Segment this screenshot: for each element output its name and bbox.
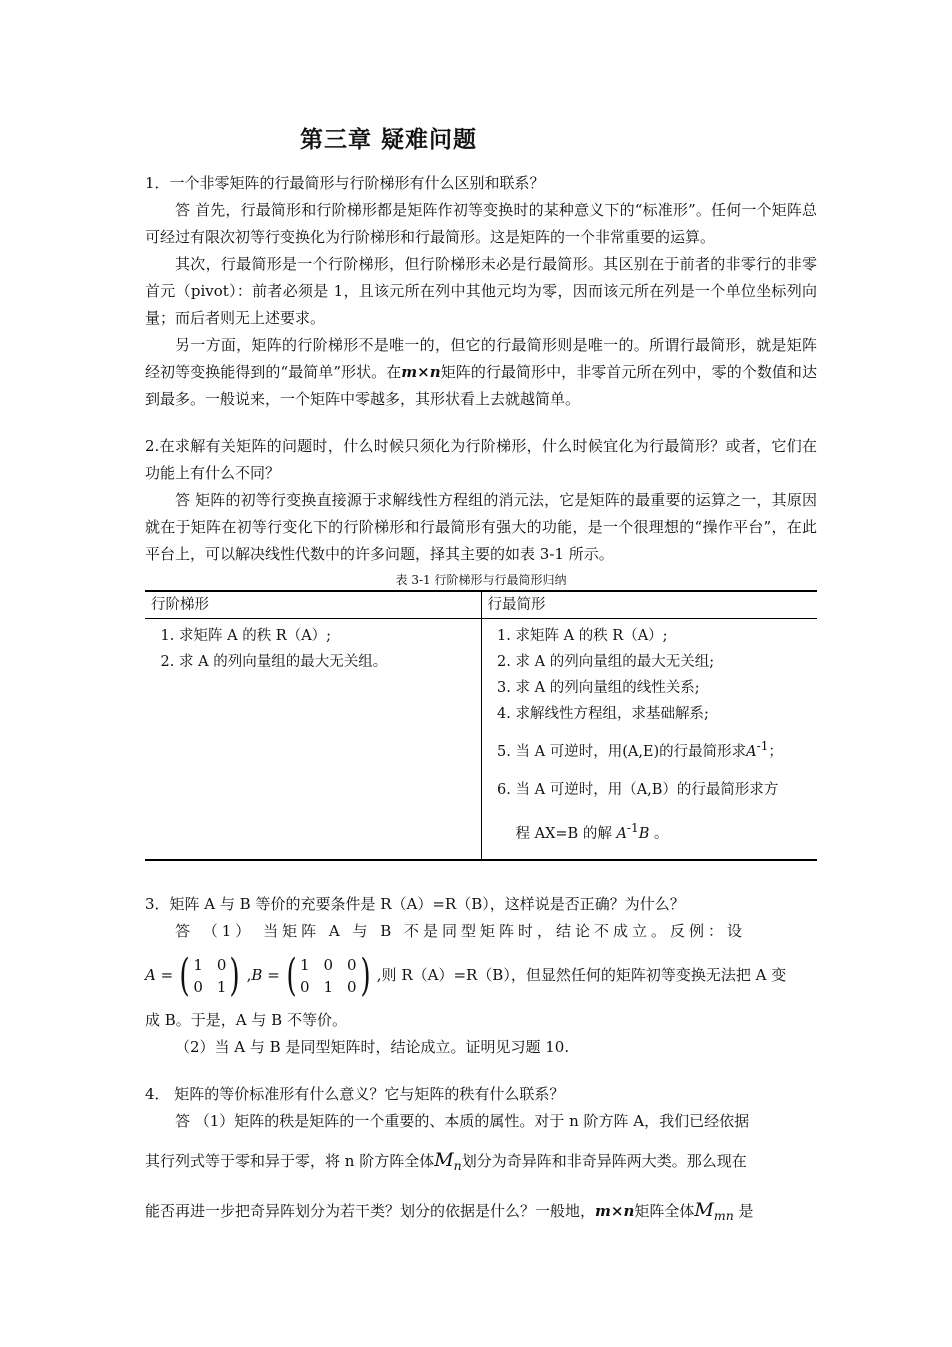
answer-4-paragraph-1: 答 （1）矩阵的秩是矩阵的一个重要的、本质的属性。对于 n 阶方阵 A，我们已经依据 [175, 1111, 750, 1130]
comma: , [376, 966, 382, 985]
matrix-B-label: B [251, 966, 263, 985]
matrix-A [176, 949, 243, 1001]
math-sub: mn [713, 1207, 734, 1223]
text: 矩阵的行最简形中，非零首元所在列中，零的个数值和达到最多。一般说来，一个矩阵中零越多，其形状看上去就越简单。 [145, 363, 817, 408]
document-page [145, 120, 817, 1229]
answer-1-paragraph-2: 其次，行最简形是一个行阶梯形，但行阶梯形未必是行最简形。其区别在于前者的非零行的非零首元（pivot）：前者必须是 1，且该元所在列中其他元均为零，因而该元所在列是一个单位坐标列向量；而后者则无上述要求。 [145, 255, 817, 327]
answer-1-paragraph-1: 答 首先，行最简形和行阶梯形都是矩阵作初等变换时的某种意义下的“标准形”。任何一个矩阵总可经过有限次初等行变换化为行阶梯形和行最简形。这是矩阵的一个非常重要的运算。 [145, 201, 817, 246]
answer-3-paragraph-2: 成 B。于是，A 与 B 不等价。 [145, 1010, 347, 1029]
answer-4-paragraph-2 [145, 1147, 817, 1179]
equals: = [155, 966, 174, 985]
text: 矩阵全体 [634, 1201, 695, 1220]
table-cell-left [145, 619, 481, 860]
matrix-A-grid [193, 954, 226, 998]
answer-4-paragraph-3 [145, 1197, 817, 1229]
matrix-example [145, 945, 817, 1007]
matrix-cell: 1 [193, 955, 203, 974]
math-B: B [638, 825, 650, 842]
left-list [151, 623, 475, 675]
table-caption: 表 3-1 行阶梯形与行最简形归纳 [395, 573, 567, 587]
math-M: M [434, 1148, 454, 1171]
text: 另一方面，矩阵的行阶梯形不是唯一的，但它的行最简形则是唯一的。所谓行最简形，就是矩阵经初等变换能得到的“最简单”形状。在 [145, 336, 817, 381]
matrix-cell: 0 [347, 955, 357, 974]
matrix-cell: 1 [323, 977, 334, 996]
text: 当 A 可逆时，用（A,B）的行最简形求方 [515, 781, 779, 798]
right-list [488, 623, 812, 853]
matrix-cell: 0 [347, 977, 357, 996]
list-item [516, 771, 812, 853]
question-4: 4． 矩阵的等价标准形有什么意义？它与矩阵的秩有什么联系？ [145, 1084, 565, 1103]
table-header-right: 行最简形 [481, 591, 817, 619]
text: 划分为奇异阵和非奇异阵两大类。那么现在 [461, 1151, 747, 1170]
math-sub: n [453, 1157, 462, 1173]
math-M: M [694, 1198, 714, 1221]
text: 。 [653, 825, 669, 842]
list-item: 2. 求 A 的列向量组的最大无关组; [516, 649, 812, 675]
answer-3-paragraph-1: 答 （1） 当矩阵 A 与 B 不是同型矩阵时，结论不成立。反例：设 [175, 921, 747, 940]
question-1: 1．一个非零矩阵的行最简形与行阶梯形有什么区别和联系？ [145, 174, 545, 192]
matrix-cell: 0 [323, 955, 334, 974]
text: 当 A 可逆时，用(A,E)的行最简形求 [515, 743, 747, 760]
table-header-left: 行阶梯形 [145, 591, 481, 619]
text: 程 AX=B 的解 [515, 825, 612, 842]
list-item: 2. 求 A 的列向量组的最大无关组。 [179, 649, 475, 675]
matrix-A-label: A [145, 966, 156, 985]
text: ； [768, 743, 783, 760]
matrix-B-grid [300, 954, 357, 998]
question-2: 2.在求解有关矩阵的问题时，什么时候只须化为行阶梯形，什么时候宜化为行最简形？或者，它们在功能上有什么不同？ [145, 437, 817, 482]
math-sup: -1 [626, 820, 639, 835]
list-item [516, 727, 812, 771]
right-paren: ) [229, 949, 241, 1001]
matrix-cell: 1 [216, 977, 227, 996]
table-cell-right [481, 619, 817, 860]
matrix-cell: 0 [299, 977, 310, 996]
question-3: 3．矩阵 A 与 B 等价的充要条件是 R（A）=R（B），这样说是否正确？为什么？ [145, 894, 685, 913]
list-item: 3. 求 A 的列向量组的线性关系; [516, 675, 812, 701]
matrix-cell: 1 [299, 955, 310, 974]
comma: , [246, 966, 252, 985]
text: 能否再进一步把奇异阵划分为若干类？划分的依据是什么？一般地， [145, 1201, 596, 1220]
matrix-cell: 0 [216, 955, 227, 974]
summary-table [145, 590, 817, 861]
chapter-title: 第三章 疑难问题 [300, 127, 478, 153]
answer-1-paragraph-3 [145, 332, 817, 413]
left-paren: ( [286, 949, 297, 1001]
right-paren: ) [360, 949, 371, 1001]
matrix-B [283, 949, 374, 1001]
left-paren: ( [179, 949, 190, 1001]
list-item: 1. 求矩阵 A 的秩 R（A）; [516, 623, 812, 649]
list-item: 1. 求矩阵 A 的秩 R（A）; [179, 623, 475, 649]
list-item: 4. 求解线性方程组，求基础解系; [516, 701, 812, 727]
answer-2-paragraph-1: 答 矩阵的初等行变换直接源于求解线性方程组的消元法，它是矩阵的最重要的运算之一，其原因就在于矩阵在初等行变化下的行阶梯形和行最简形有强大的功能，是一个很理想的“操作平台”，在此平台上，可以解决线性代数中的许多问题，择其主要的如表 3-1 所示。 [145, 491, 817, 563]
math-mxn: m×n [595, 1201, 635, 1220]
text: 其行列式等于零和异于零，将 n 阶方阵全体 [145, 1151, 435, 1170]
answer-3-paragraph-3: （2）当 A 与 B 是同型矩阵时，结论成立。证明见习题 10. [175, 1037, 570, 1056]
math-sup: -1 [756, 739, 769, 753]
math-A: A [746, 743, 757, 760]
text: 则 R（A）=R（B），但显然任何的矩阵初等变换无法把 A 变 [381, 966, 787, 985]
equals: = [262, 966, 280, 985]
math-mxn: m×n [401, 363, 441, 381]
text: 是 [738, 1201, 754, 1220]
math-A: A [616, 825, 627, 842]
matrix-cell: 0 [193, 977, 203, 996]
